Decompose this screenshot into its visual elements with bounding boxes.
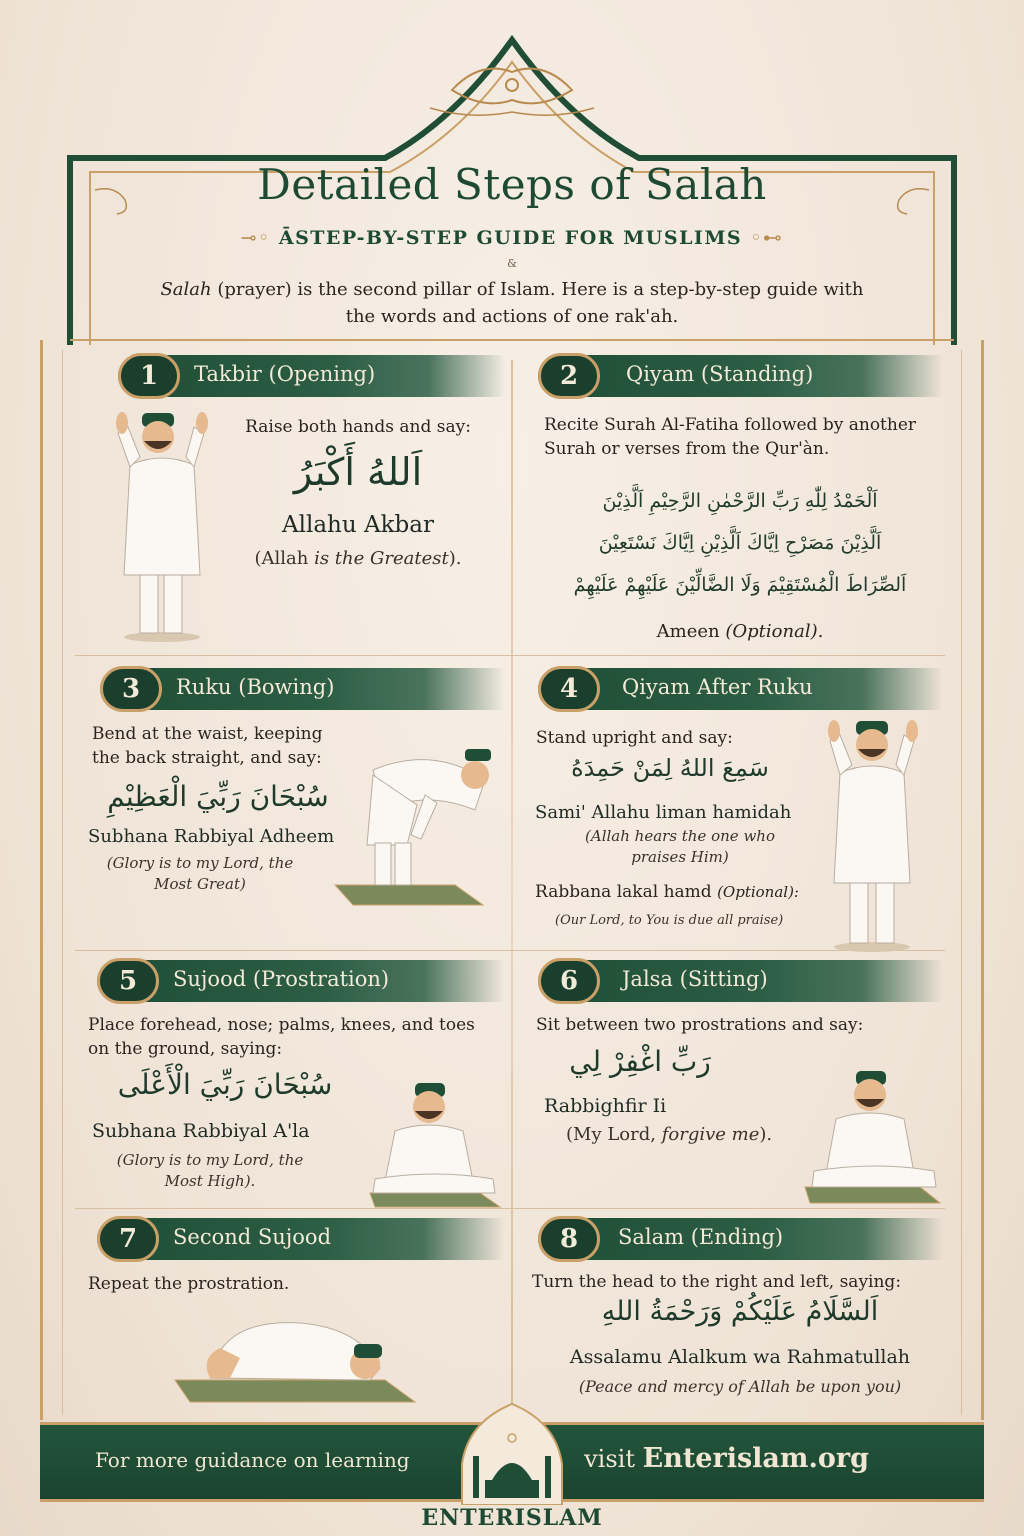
step-1-translation-close: ). [448,548,462,569]
step-4-transliteration: Sami' Allahu liman hamidah [535,802,792,823]
step-6-translation-close: ). [759,1124,773,1145]
ampersand-ornament: & [507,257,517,270]
footer-visit: visit [584,1445,643,1473]
sitting-jalsa-figure-icon [800,1065,945,1205]
step-7-number: 7 [97,1216,159,1262]
step-3-instruction: Bend at the waist, keeping the back straight, and say: [92,724,323,768]
second-sujood-figure-icon [170,1300,420,1405]
subtitle-ornament-left: ⊸◦ [240,227,271,249]
step-5-title: Sujood (Prostration) [173,967,390,991]
step-8-transliteration: Assalamu Alalkum wa Rahmatullah [569,1346,911,1368]
step-6-translation-open: (My Lord, [566,1124,662,1145]
step-3-transliteration: Subhana Rabbiyal Adheem [88,826,335,847]
intro-lead: Salah [160,279,212,300]
step-2-ameen-note: (Optional). [725,621,824,642]
step-2-instruction: Recite Surah Al-Fatiha followed by another Surah or verses from the Qur'àn. [544,415,917,459]
step-6-arabic: رَبِّ اغْفِرْ لِي [569,1045,711,1078]
step-1-translation [228,548,488,569]
step-8-title: Salam (Ending) [618,1225,784,1249]
step-1-title: Takbir (Opening) [194,362,376,386]
step-5-transliteration: Subhana Rabbiyal A'la [92,1120,310,1142]
step-5-arabic: سُبْحَانَ رَبِّيَ الْأَعْلَى [117,1068,333,1101]
intro-text [150,276,874,330]
step-8-banner [538,1218,943,1260]
step-5-translation: (Glory is to my Lord, the Most High). [116,1151,304,1190]
step-3-arabic: سُبْحَانَ رَبِّيَ الْعَظِيْمِ [107,780,329,813]
subtitle-text: ĀSTEP-BY-STEP GUIDE FOR MUSLIMS [278,227,743,249]
row-divider [75,1208,945,1209]
step-1-banner [118,355,506,397]
step-5-instruction: Place forehead, nose; palms, knees, and toes on the ground, saying: [88,1015,475,1059]
step-6-instruction: Sit between two prostrations and say: [536,1015,864,1035]
step-6-banner [538,960,943,1002]
step-7-title: Second Sujood [173,1225,332,1249]
step-2-banner [538,355,943,397]
step-2-title: Qiyam (Standing) [626,362,814,386]
intro-rest: (prayer) is the second pillar of Islam. Here is a step-by-step guide with the words and actions of one rak'ah. [211,279,864,327]
step-2-number: 2 [538,353,600,399]
sitting-sujood-figure-icon [365,1075,505,1210]
step-8-translation: (Peace and mercy of Allah be upon you) [578,1377,902,1396]
step-3-banner [100,668,505,710]
center-divider [511,360,513,1405]
step-1-number: 1 [118,353,180,399]
step-2-ameen-text: Ameen [656,621,720,642]
step-1-translation-open: (Allah [254,548,315,569]
step-1-transliteration: Allahu Akbar [282,512,434,538]
row-divider [75,655,945,656]
step-4-transliteration-2 [535,880,825,904]
standing-after-ruku-figure-icon [810,715,935,955]
standing-takbir-figure-icon [100,405,225,645]
step-2-arabic-line-3: اَلصِّرَاطَ الْمُسْتَقِيْمَ وَلَا الضَّالِّيْنَ عَلَيْهِمْ عَلَيْهِمْ [573,574,907,596]
step-3-translation: (Glory is to my Lord, the Most Great) [106,854,294,893]
step-2-ameen [540,620,940,644]
footer-left-text: For more guidance on learning [95,1448,410,1472]
step-8-number: 8 [538,1216,600,1262]
step-5-banner [97,960,505,1002]
step-6-translation [566,1124,816,1145]
step-1-translation-italic: is the Greatest [314,548,449,569]
step-5-number: 5 [97,958,159,1004]
step-4-instruction: Stand upright and say: [536,728,733,748]
step-4-arabic: سَمِعَ اللهُ لِمَنْ حَمِدَهُ [571,754,769,782]
step-4-banner [538,668,943,710]
step-6-number: 6 [538,958,600,1004]
bowing-ruku-figure-icon [325,735,505,910]
step-4-translation-2: (Our Lord, to You is due all praise) [555,913,784,928]
step-7-instruction: Repeat the prostration. [88,1274,290,1294]
step-4-number: 4 [538,666,600,712]
step-2-arabic-line-1: اَلْحَمْدُ لِلّٰهِ رَبِّ الرَّحْمٰنِ الرَّحِيْمِ اَلَّذِيْنَ [602,490,878,512]
step-6-transliteration: Rabbighfir Ii [544,1095,667,1117]
step-3-title: Ruku (Bowing) [176,675,335,699]
page-title: Detailed Steps of Salah [257,160,767,209]
step-4-transliteration-2-text: Rabbana lakal hamd [535,882,712,902]
step-6-title: Jalsa (Sitting) [622,967,768,991]
mosque-logo-icon [455,1400,569,1505]
step-4-translation: (Allah hears the one who praises Him) [585,827,775,866]
step-2-arabic-line-2: اَلَّذِيْنَ مَصَرْحِ اِيَّاكَ اَلَّذِيْنِ اِيَّاكَ نَسْتَعِيْنَ [598,532,882,554]
brand-name: ENTERISLAM [421,1505,603,1531]
step-4-title: Qiyam After Ruku [622,675,813,699]
step-1-instruction: Raise both hands and say: [245,417,471,437]
step-7-banner [97,1218,505,1260]
step-4-transliteration-2-note: (Optional): [717,883,799,901]
step-3-number: 3 [100,666,162,712]
step-8-instruction: Turn the head to the right and left, saying: [532,1272,902,1292]
page-subtitle [0,227,1024,249]
subtitle-ornament-right: ◦⊷ [750,227,784,249]
footer-site-link[interactable]: Enterislam.org [642,1443,869,1474]
step-8-arabic: اَلسَّلَامُ عَلَيْكُمْ وَرَحْمَةُ اللهِ [601,1296,879,1327]
step-1-arabic: اَللهُ أَكْبَرُ [293,450,423,494]
step-6-translation-italic: forgive me [661,1124,760,1145]
footer-right-text [584,1443,869,1474]
